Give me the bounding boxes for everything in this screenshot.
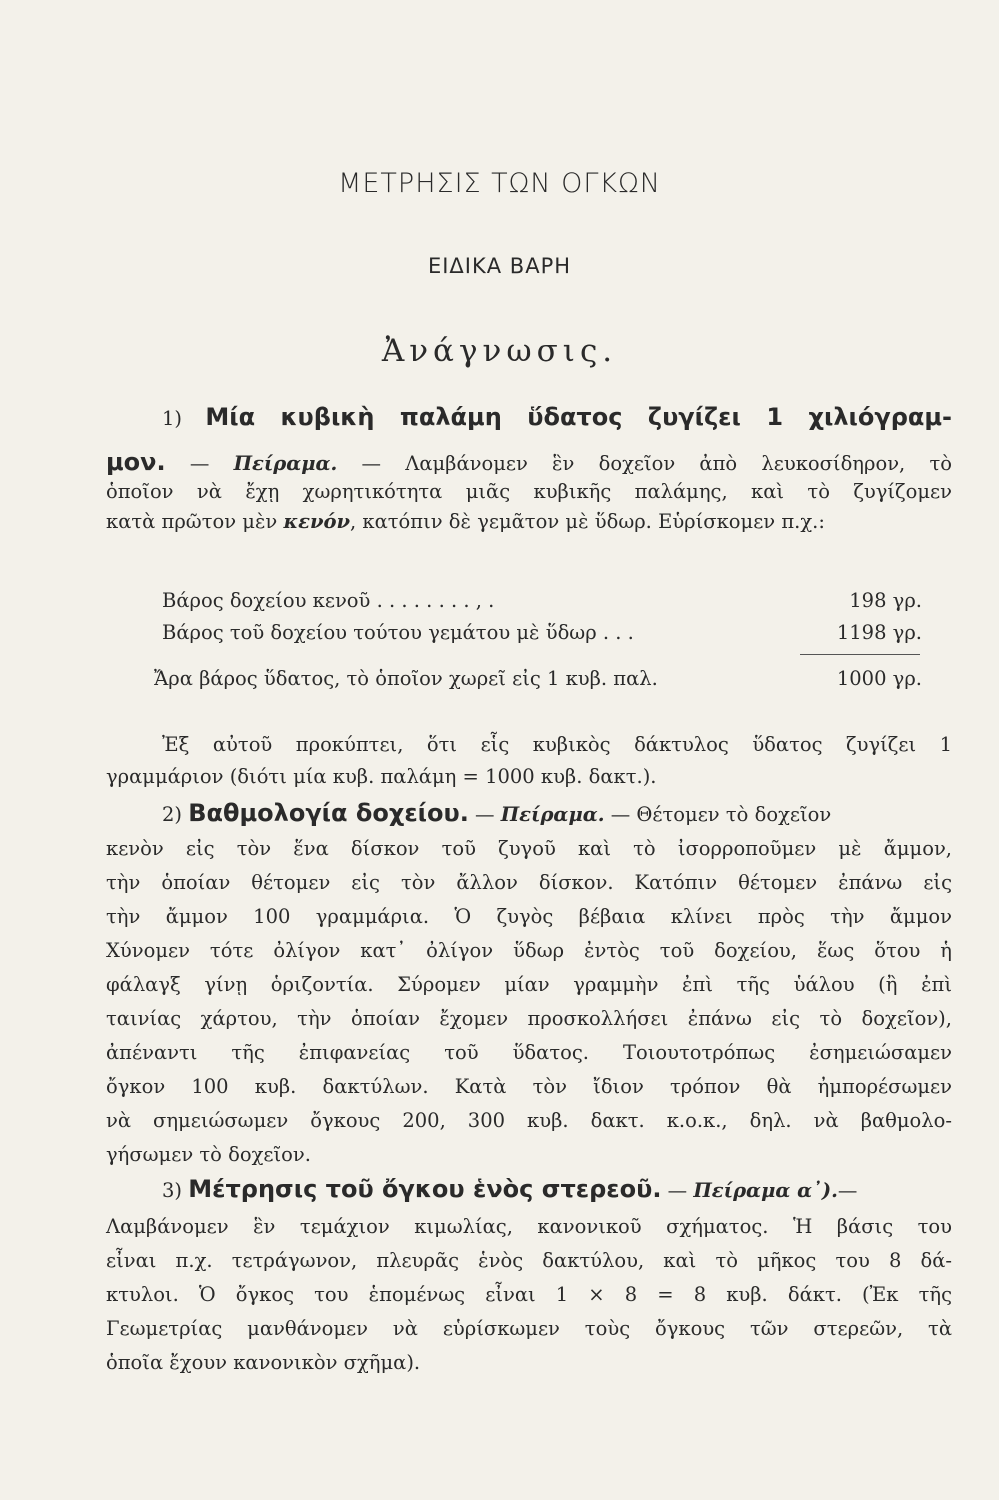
weight-row-empty <box>162 586 922 616</box>
section2-number: 2) <box>162 803 183 826</box>
weight-label: Ἄρα βάρος ὕδατος, τὸ ὁποῖον χωρεῖ εἰς 1 κυβ. παλ. <box>154 667 658 690</box>
section3-line: κτυλοι. Ὁ ὄγκος του ἑπομένως εἶναι 1 × 8 = 8 κυβ. δάκτ. (Ἐκ τῆς <box>106 1283 952 1306</box>
section2-line: γήσωμεν τὸ δοχεῖον. <box>106 1143 311 1166</box>
section1-title-line <box>162 402 952 434</box>
section1-line3 <box>106 507 952 537</box>
weight-row-water <box>154 664 922 694</box>
page-subtitle: ΕΙΔΙΚΑ ΒΑΡΗ <box>427 254 572 278</box>
conclusion-line1: Ἐξ αὐτοῦ προκύπτει, ὅτι εἷς κυβικὸς δάκτυλος ὕδατος ζυγίζει 1 <box>162 733 952 756</box>
section2-line: ἀπέναντι τῆς ἐπιφανείας τοῦ ὕδατος. Τοιουτοτρόπως ἐσημειώσαμεν <box>106 1041 952 1064</box>
section1-title: Μία κυβικὴ παλάμη ὕδατος ζυγίζει 1 χιλιόγραμ- <box>205 403 953 431</box>
weight-value: 1198 γρ. <box>836 621 922 644</box>
conclusion-line2: γραμμάριον (διότι μία κυβ. παλάμη = 1000 κυβ. δακτ.). <box>106 765 657 788</box>
section3-line: Γεωμετρίας μανθάνομεν νὰ εὑρίσκωμεν τοὺς ὄγκους τῶν στερεῶν, τὰ <box>106 1317 952 1340</box>
section-heading: Ἀνάγνωσις. <box>381 333 618 369</box>
section2-line: ὄγκον 100 κυβ. δακτύλων. Κατὰ τὸν ἴδιον τρόπον θὰ ἠμπορέσωμεν <box>106 1075 952 1098</box>
section2-title-line <box>162 798 952 830</box>
section3-title-line <box>162 1174 952 1206</box>
section3-title: Μέτρησις τοῦ ὄγκου ἑνὸς στερεοῦ. <box>188 1175 662 1203</box>
section1-line3-pre: κατὰ πρῶτον μὲν <box>106 510 284 533</box>
section2-line: φάλαγξ γίνῃ ὁριζοντία. Σύρομεν μίαν γραμμὴν ἐπὶ τῆς ὑάλου (ἢ ἐπὶ <box>106 973 952 996</box>
section2-line: νὰ σημειώσωμεν ὄγκους 200, 300 κυβ. δακτ. κ.ο.κ., δηλ. νὰ βαθμολο- <box>106 1109 952 1132</box>
section2-line: κενὸν εἰς τὸν ἕνα δίσκον τοῦ ζυγοῦ καὶ τὸ ἰσορροποῦμεν μὲ ἄμμον, <box>106 837 952 860</box>
section2-title: Βαθμολογία δοχείου. <box>188 799 469 827</box>
section1-title-cont: μον. <box>106 448 166 476</box>
weight-label: Βάρος δοχείου κενοῦ . . . . . . . . , . <box>162 589 495 612</box>
section2-experiment-label: Πείραμα. <box>500 803 605 826</box>
dash: — <box>468 803 501 826</box>
section3-experiment-label: Πείραμα α᾽). <box>693 1179 838 1202</box>
page-title: ΜΕΤΡΗΣΙΣ ΤΩΝ ΟΓΚΩΝ <box>338 168 661 199</box>
section1-line2: ὁποῖον νὰ ἔχῃ χωρητικότητα μιᾶς κυβικῆς παλάμης, καὶ τὸ ζυγίζομεν <box>106 480 952 503</box>
section2-line: τὴν ὁποίαν θέτομεν εἰς τὸν ἄλλον δίσκον. Κατόπιν θέτομεν ἐπάνω εἰς <box>106 871 952 894</box>
section2-line: ταινίας χάρτου, τὴν ὁποίαν ἔχομεν προσκολλήσει ἐπάνω εἰς τὸ δοχεῖον), <box>106 1007 952 1030</box>
dash: — <box>661 1179 694 1202</box>
section1-experiment-label: Πείραμα. <box>233 452 338 475</box>
dash: — <box>837 1179 858 1202</box>
section1-line1 <box>106 447 952 479</box>
section2-line: τὴν ἄμμον 100 γραμμάρια. Ὁ ζυγὸς βέβαια κλίνει πρὸς τὴν ἄμμον <box>106 905 952 928</box>
section3-line: εἶναι π.χ. τετράγωνον, πλευρᾶς ἑνὸς δακτύλου, καὶ τὸ μῆκος του 8 δά- <box>106 1249 952 1272</box>
section3-line: ὁποῖα ἔχουν κανονικὸν σχῆμα). <box>106 1351 421 1374</box>
section2-line1-text: — Θέτομεν τὸ δοχεῖον <box>604 803 832 826</box>
section1-line3-emph: κενόν <box>283 510 351 533</box>
section1-number: 1) <box>162 407 183 430</box>
section3-line: Λαμβάνομεν ἓν τεμάχιον κιμωλίας, κανονικοῦ σχήματος. Ἡ βάσις του <box>106 1215 952 1238</box>
section1-line3-post: , κατόπιν δὲ γεμᾶτον μὲ ὕδωρ. Εὑρίσκομεν π.χ.: <box>350 510 825 533</box>
sum-rule <box>800 654 920 655</box>
section3-number: 3) <box>162 1179 183 1202</box>
weight-value: 198 γρ. <box>849 589 922 612</box>
weight-row-full <box>162 618 922 648</box>
dash: — <box>165 452 234 475</box>
weight-value: 1000 γρ. <box>836 667 922 690</box>
section1-line1-text: — Λαμβάνομεν ἓν δοχεῖον ἀπὸ λευκοσίδηρον, τὸ <box>337 452 952 475</box>
section2-line: Χύνομεν τότε ὀλίγον κατ᾽ ὀλίγον ὕδωρ ἐντὸς τοῦ δοχείου, ἕως ὅτου ἡ <box>106 939 952 962</box>
weight-label: Βάρος τοῦ δοχείου τούτου γεμάτου μὲ ὕδωρ . . . <box>162 621 634 644</box>
